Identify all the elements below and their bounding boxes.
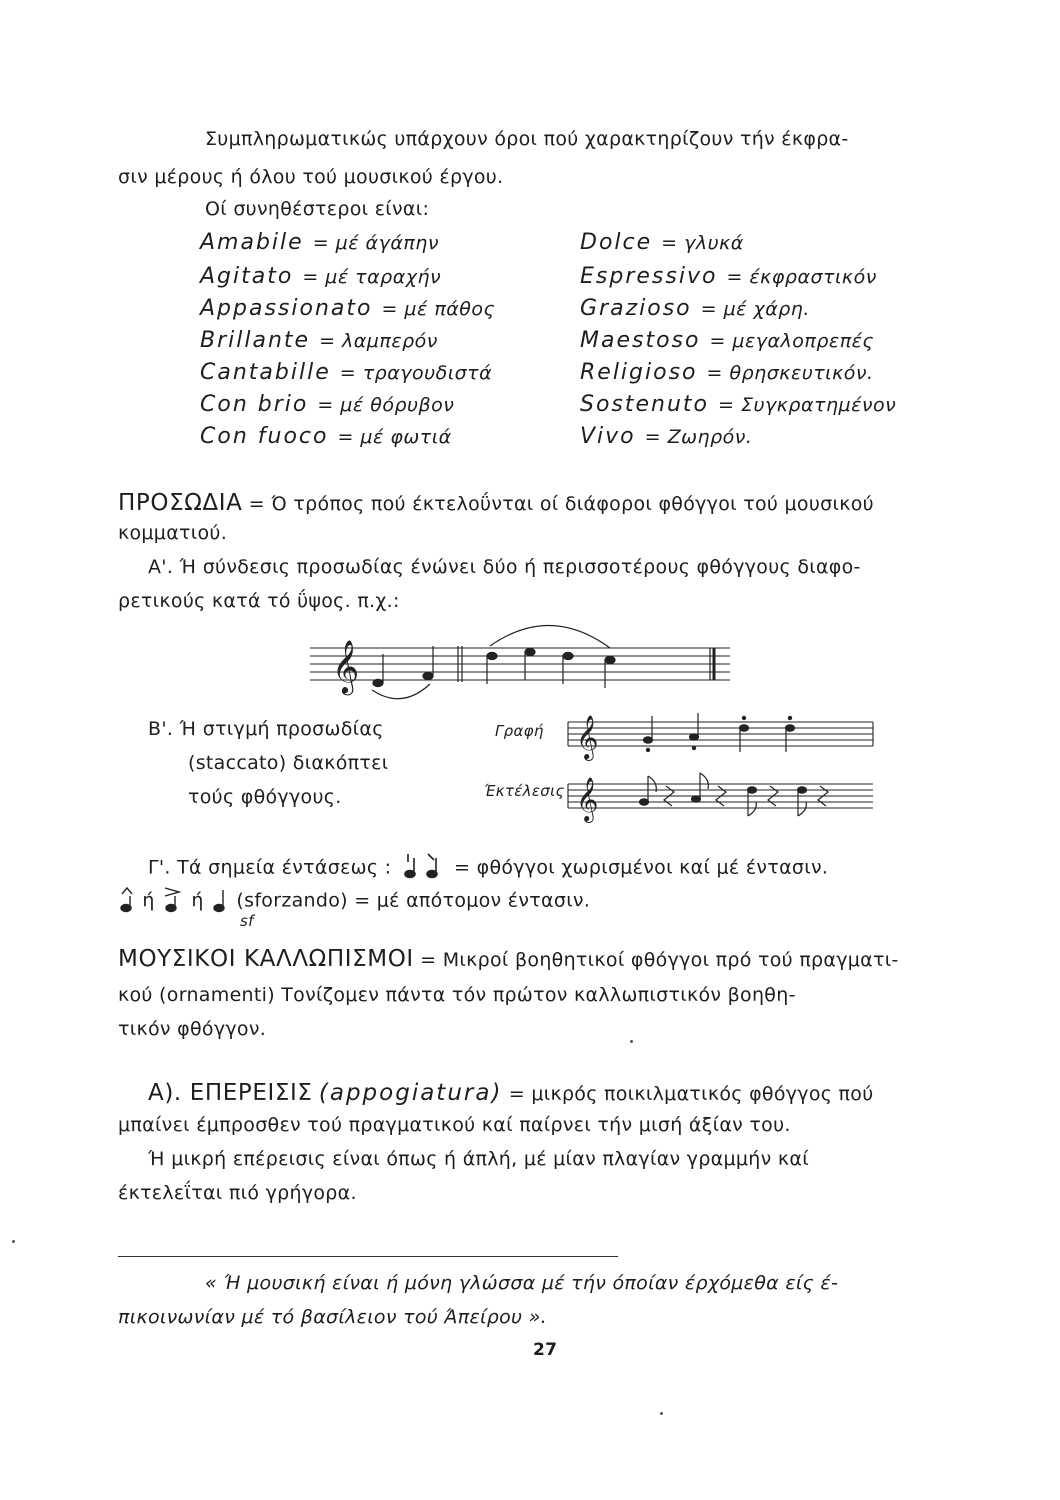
accent-sep-1: ή xyxy=(142,889,155,912)
term-left-2 xyxy=(200,296,495,321)
label-written: Γραφή xyxy=(495,722,544,740)
prosodia-b-line-1: Β'. Ή στιγμή προσωδίας xyxy=(148,718,384,740)
ornaments-line-3: τικόν φθόγγον. xyxy=(118,1018,267,1040)
term-meaning: = μέ χάρη. xyxy=(700,298,810,320)
intro-line-2: σιν μέρους ή όλου τού μουσικού έργου. xyxy=(118,166,504,188)
term-right-6 xyxy=(580,424,752,449)
prosodia-a-line-1: Α'. Ή σύνδεσις προσωδίας ένώνει δύο ή περισσοτέρους φθόγγους διαφο- xyxy=(148,556,861,578)
term-right-2 xyxy=(580,296,810,321)
ornaments-definition: = Μικροί βοηθητικοί φθόγγοι πρό τού πραγματι- xyxy=(420,949,899,971)
treble-clef-icon: 𝄞 xyxy=(576,715,599,759)
prosodia-line-2: κομματιού. xyxy=(118,522,228,544)
ornaments-heading: ΜΟΥΣΙΚΟΙ ΚΑΛΛΩΠΙΣΜΟΙ xyxy=(118,946,414,972)
prosodia-b-line-2: (staccato) διακόπτει xyxy=(188,752,389,774)
term-meaning: = λαμπερόν xyxy=(319,330,438,352)
term-meaning: = μεγαλοπρεπές xyxy=(709,330,875,352)
term-name: Maestoso xyxy=(580,328,701,353)
footnote-divider xyxy=(118,1256,618,1257)
prosodia-b-line-3: τούς φθόγγους. xyxy=(188,786,342,808)
term-name: Religioso xyxy=(580,360,698,385)
scan-speck xyxy=(660,1412,663,1415)
scan-speck xyxy=(12,1240,15,1243)
intro-line-1: Συμπληρωματικώς υπάρχουν όροι πού χαρακτηρίζουν τήν έκφρα- xyxy=(205,128,849,150)
accent-note-icon xyxy=(161,886,185,916)
term-name: Amabile xyxy=(200,230,304,255)
accented-notes-icon xyxy=(398,852,448,884)
term-meaning: = γλυκά xyxy=(661,232,744,254)
term-name: Agitato xyxy=(200,264,294,289)
term-left-6 xyxy=(200,424,452,449)
term-meaning: = μέ ταραχήν xyxy=(302,266,442,288)
appogiatura-line-1 xyxy=(148,1080,874,1106)
eighth-notes-with-rests xyxy=(640,773,829,816)
sforzando-note-icon xyxy=(210,886,230,916)
term-name: Espressivo xyxy=(580,264,718,289)
appogiatura-heading: Α). ΕΠΕΡΕΙΣΙΣ xyxy=(148,1080,313,1106)
prosodia-heading: ΠΡΟΣΩΔΙΑ xyxy=(118,490,243,516)
staff-example-slur xyxy=(310,618,730,698)
accent-line-2 xyxy=(118,886,590,916)
sforzando-definition: (sforzando) = μέ απότομον έντασιν. xyxy=(236,889,591,912)
treble-clef-icon: 𝄞 xyxy=(332,639,360,693)
notes xyxy=(373,646,714,688)
appogiatura-definition: = μικρός ποικιλματικός φθόγγος πού xyxy=(508,1083,874,1105)
marcato-note-icon xyxy=(118,886,136,916)
page-number: 27 xyxy=(533,1340,558,1360)
staff-staccato-written xyxy=(568,700,878,760)
term-name: Dolce xyxy=(580,230,653,255)
term-name: Sostenuto xyxy=(580,392,710,417)
term-name: Cantabille xyxy=(200,360,331,385)
prosodia-a-line-2: ρετικούς κατά τό ΰψος. π.χ.: xyxy=(118,590,400,612)
label-played: Έκτέλεσις xyxy=(484,782,565,800)
term-name: Con brio xyxy=(200,392,309,417)
term-right-5 xyxy=(580,392,896,417)
term-meaning: = θρησκευτικόν. xyxy=(706,362,874,384)
term-left-1 xyxy=(200,264,441,289)
appogiatura-line-3: Ή μικρή επέρεισις είναι όπως ή άπλή, μέ μίαν πλαγίαν γραμμήν καί xyxy=(148,1148,809,1170)
term-meaning: = μέ θόρυβον xyxy=(317,394,455,416)
term-name: Grazioso xyxy=(580,296,692,321)
term-left-3 xyxy=(200,328,438,353)
ornaments-line-1 xyxy=(118,946,899,972)
term-name: Vivo xyxy=(580,424,636,449)
staff-lines xyxy=(568,722,873,746)
footnote-line-2: πικοινωνίαν μέ τό βασίλειον τού Άπείρου ». xyxy=(118,1306,548,1328)
term-right-3 xyxy=(580,328,874,353)
staff-lines xyxy=(310,648,730,680)
accent-heading: Γ'. Τά σημεία έντάσεως : xyxy=(148,856,392,879)
treble-clef-icon: 𝄞 xyxy=(576,777,599,821)
scan-speck xyxy=(630,1040,633,1043)
term-left-0 xyxy=(200,230,439,255)
footnote-line-1: « Ή μουσική είναι ή μόνη γλώσσα μέ τήν όποίαν έρχόμεθα είς έ- xyxy=(205,1272,839,1294)
term-meaning: = μέ φωτιά xyxy=(337,426,452,448)
term-name: Con fuoco xyxy=(200,424,329,449)
intro-line-3: Οί συνηθέστεροι είναι: xyxy=(205,198,430,220)
term-left-5 xyxy=(200,392,454,417)
sf-label: sf xyxy=(240,912,254,930)
term-meaning: = τραγουδιστά xyxy=(339,362,493,384)
staff-staccato-played xyxy=(568,762,878,822)
accent-definition: = φθόγγοι χωρισμένοι καί μέ έντασιν. xyxy=(454,856,829,879)
ornaments-line-2: κού (ornamenti) Τονίζομεν πάντα τόν πρώτον καλλωπιστικόν βοηθη- xyxy=(118,984,796,1006)
term-right-1 xyxy=(580,264,877,289)
slur-curve xyxy=(490,625,610,648)
term-name: Brillante xyxy=(200,328,311,353)
accent-line-1 xyxy=(148,852,828,884)
term-left-4 xyxy=(200,360,492,385)
prosodia-line-1 xyxy=(118,490,874,516)
appogiatura-term: (appogiatura) xyxy=(318,1080,503,1106)
term-meaning: = μέ άγάπην xyxy=(312,232,439,254)
prosodia-definition: = Ό τρόπος πού έκτελοΰνται οί διάφοροι φθόγγοι τού μουσικού xyxy=(248,493,874,515)
term-name: Appassionato xyxy=(200,296,373,321)
term-right-0 xyxy=(580,230,744,255)
term-meaning: = έκφραστικόν xyxy=(726,266,877,288)
term-meaning: = Συγκρατημένον xyxy=(718,394,897,416)
appogiatura-line-2: μπαίνει έμπροσθεν τού πραγματικού καί παίρνει τήν μισή άξίαν του. xyxy=(118,1114,791,1136)
accent-sep-2: ή xyxy=(191,889,204,912)
term-meaning: = μέ πάθος xyxy=(381,298,496,320)
term-right-4 xyxy=(580,360,874,385)
term-meaning: = Ζωηρόν. xyxy=(644,426,753,448)
appogiatura-line-4: έκτελεΐται πιό γρήγορα. xyxy=(118,1182,357,1204)
